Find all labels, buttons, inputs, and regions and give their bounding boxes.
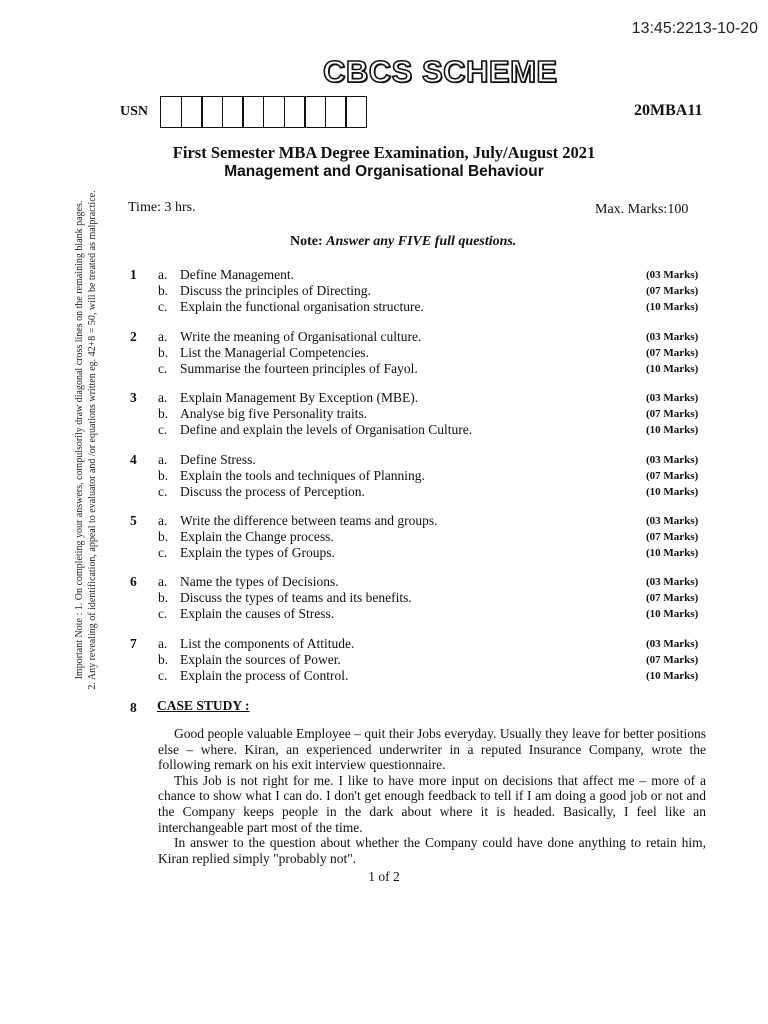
usn-digit-box[interactable]	[304, 96, 326, 128]
question-number: 5	[130, 513, 137, 528]
instruction-note	[290, 234, 516, 250]
part-text: Define Management.	[180, 267, 294, 282]
max-marks: Max. Marks:100	[595, 202, 689, 217]
part-marks: (07 Marks)	[646, 592, 699, 604]
question-number: 4	[130, 452, 137, 467]
part-letter: c.	[158, 545, 168, 560]
part-letter: b.	[158, 345, 169, 360]
part-marks: (10 Marks)	[646, 424, 699, 436]
question-part	[0, 390, 768, 406]
question-part	[0, 636, 768, 652]
part-marks: (03 Marks)	[646, 392, 699, 404]
question-part	[0, 484, 768, 500]
part-marks: (07 Marks)	[646, 654, 699, 666]
part-marks: (10 Marks)	[646, 363, 699, 375]
case-paragraph: In answer to the question about whether the Company could have done anything to retain him, Kiran replied simply "probably not".	[158, 835, 706, 866]
question-part	[0, 574, 768, 590]
part-marks: (03 Marks)	[646, 576, 699, 588]
usn-digit-box[interactable]	[263, 96, 285, 128]
question-number: 1	[130, 267, 137, 282]
question-part	[0, 329, 768, 345]
part-letter: c.	[158, 361, 168, 376]
part-letter: a.	[158, 390, 168, 405]
part-text: Discuss the process of Perception.	[180, 484, 365, 499]
part-letter: c.	[158, 606, 168, 621]
part-letter: a.	[158, 513, 168, 528]
part-letter: b.	[158, 406, 169, 421]
question-part	[0, 422, 768, 438]
part-text: Discuss the principles of Directing.	[180, 283, 371, 298]
case-paragraph: Good people valuable Employee – quit their Jobs everyday. Usually they leave for better positions else – where. Kiran, an experienced underwriter in a reputed Insurance Company, wrote the following remark on his exit interview questionnaire.	[158, 726, 706, 773]
part-letter: c.	[158, 422, 168, 437]
page-number: 1 of 2	[368, 869, 400, 884]
part-letter: b.	[158, 468, 169, 483]
part-letter: b.	[158, 652, 169, 667]
part-text: Discuss the types of teams and its benefits.	[180, 590, 412, 605]
part-letter: b.	[158, 529, 169, 544]
part-text: Summarise the fourteen principles of Fayol.	[180, 361, 418, 376]
part-marks: (03 Marks)	[646, 331, 699, 343]
part-letter: b.	[158, 283, 169, 298]
usn-digit-box[interactable]	[345, 96, 367, 128]
part-letter: c.	[158, 668, 168, 683]
part-text: Explain the tools and techniques of Planning.	[180, 468, 425, 483]
question-part	[0, 590, 768, 606]
usn-digit-box[interactable]	[242, 96, 264, 128]
part-letter: c.	[158, 484, 168, 499]
part-marks: (07 Marks)	[646, 470, 699, 482]
question-part	[0, 468, 768, 484]
part-text: Define and explain the levels of Organisation Culture.	[180, 422, 473, 437]
subject-code: 20MBA11	[634, 102, 703, 119]
part-letter: a.	[158, 452, 168, 467]
part-marks: (10 Marks)	[646, 547, 699, 559]
part-text: Write the difference between teams and groups.	[180, 513, 438, 528]
part-text: List the Managerial Competencies.	[180, 345, 369, 360]
question-part	[0, 267, 768, 283]
part-marks: (03 Marks)	[646, 515, 699, 527]
print-timestamp: 13:45:2213-10-20	[631, 20, 758, 37]
case-paragraph: This Job is not right for me. I like to have more input on decisions that affect me – more of a chance to show what I can do. I don't get enough feedback to tell if I am doing a good job or not and the Company keeps people in the dark about where it is headed. Basically, I feel like an interchangeable part most of the time.	[158, 772, 706, 835]
case-study-title: CASE STUDY :	[157, 698, 250, 713]
part-marks: (03 Marks)	[646, 269, 699, 281]
part-marks: (07 Marks)	[646, 347, 699, 359]
question-number: 2	[130, 329, 137, 344]
usn-label: USN	[120, 104, 149, 119]
part-text: Define Stress.	[180, 452, 256, 467]
part-marks: (10 Marks)	[646, 670, 699, 682]
part-text: Explain the Change process.	[180, 529, 334, 544]
part-text: Explain the sources of Power.	[180, 652, 341, 667]
case-study-number: 8	[130, 700, 137, 715]
important-note-line-2: 2. Any revealing of identification, appeal to evaluator and /or equations written eg. 42+8 = 50, will be treated as malpractice.	[87, 190, 98, 690]
question-part	[0, 668, 768, 684]
usn-digit-box[interactable]	[222, 96, 244, 128]
part-letter: a.	[158, 329, 168, 344]
part-text: Explain the types of Groups.	[180, 545, 335, 560]
exam-title: First Semester MBA Degree Examination, July/August 2021	[172, 143, 596, 162]
part-letter: b.	[158, 590, 169, 605]
scheme-logo: CBCS SCHEME	[323, 54, 558, 89]
part-marks: (03 Marks)	[646, 638, 699, 650]
part-marks: (10 Marks)	[646, 608, 699, 620]
question-part	[0, 361, 768, 377]
part-text: Write the meaning of Organisational culture.	[180, 329, 422, 344]
part-marks: (07 Marks)	[646, 285, 699, 297]
usn-digit-box[interactable]	[325, 96, 347, 128]
question-part	[0, 606, 768, 622]
question-part	[0, 513, 768, 529]
part-letter: a.	[158, 267, 168, 282]
part-text: Explain the process of Control.	[180, 668, 349, 683]
usn-entry-boxes[interactable]	[160, 96, 367, 128]
question-number: 3	[130, 390, 137, 405]
question-number: 7	[130, 636, 137, 651]
part-letter: c.	[158, 299, 168, 314]
subject-title: Management and Organisational Behaviour	[224, 163, 544, 180]
question-part	[0, 406, 768, 422]
part-text: Explain Management By Exception (MBE).	[180, 390, 419, 405]
usn-digit-box[interactable]	[160, 96, 182, 128]
usn-digit-box[interactable]	[201, 96, 223, 128]
part-marks: (10 Marks)	[646, 301, 699, 313]
question-number: 6	[130, 574, 137, 589]
case-study-body	[158, 726, 706, 866]
part-marks: (07 Marks)	[646, 408, 699, 420]
part-text: Explain the causes of Stress.	[180, 606, 335, 621]
part-letter: a.	[158, 574, 168, 589]
part-text: Explain the functional organisation structure.	[180, 299, 424, 314]
part-letter: a.	[158, 636, 168, 651]
part-marks: (07 Marks)	[646, 531, 699, 543]
usn-digit-box[interactable]	[181, 96, 203, 128]
question-part	[0, 652, 768, 668]
part-text: Analyse big five Personality traits.	[180, 406, 368, 421]
question-part	[0, 545, 768, 561]
usn-digit-box[interactable]	[284, 96, 306, 128]
question-part	[0, 529, 768, 545]
part-text: Name the types of Decisions.	[180, 574, 339, 589]
part-marks: (10 Marks)	[646, 486, 699, 498]
part-text: List the components of Attitude.	[180, 636, 355, 651]
part-marks: (03 Marks)	[646, 454, 699, 466]
note-text: Answer any FIVE full questions.	[326, 234, 517, 249]
important-note-line-1: Important Note : 1. On completing your answers, compulsorily draw diagonal cross lines on the remaining blank pages.	[74, 200, 85, 680]
note-label: Note:	[290, 234, 323, 249]
question-part	[0, 283, 768, 299]
question-part	[0, 299, 768, 315]
question-part	[0, 452, 768, 468]
question-part	[0, 345, 768, 361]
time-allowed: Time: 3 hrs.	[128, 200, 196, 215]
